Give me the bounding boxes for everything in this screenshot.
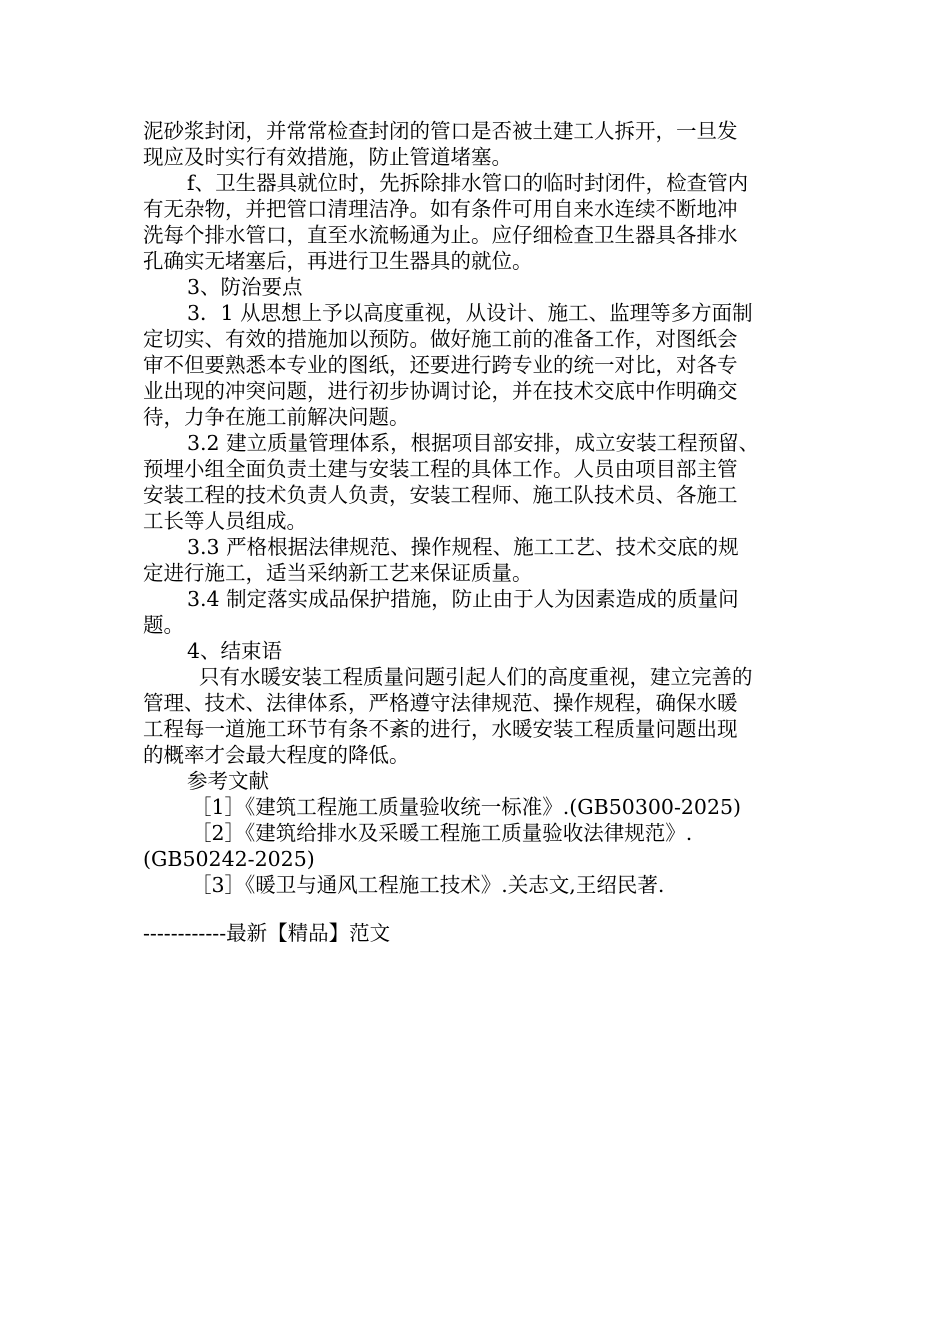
- text-line: 管理、技术、法律体系，严格遵守法律规范、操作规程，确保水暖: [143, 691, 738, 715]
- text-line: 3.3 严格根据法律规范、操作规程、施工工艺、技术交底的规: [187, 535, 739, 559]
- text-line: 的概率才会最大程度的降低。: [143, 743, 410, 767]
- text-line: f、卫生器具就位时，先拆除排水管口的临时封闭件，检查管内: [187, 171, 749, 195]
- reference-item: ［3］《暖卫与通风工程施工技术》.关志文,王绍民著.: [191, 873, 665, 897]
- text-line: 预埋小组全面负责土建与安装工程的具体工作。人员由项目部主管: [143, 457, 738, 481]
- text-line: 只有水暖安装工程质量问题引起人们的高度重视，建立完善的: [199, 665, 753, 689]
- text-line: 泥砂浆封闭，并常常检查封闭的管口是否被土建工人拆开，一旦发: [143, 119, 738, 143]
- text-line: 定进行施工，适当采纳新工艺来保证质量。: [143, 561, 533, 585]
- text-line: 孔确实无堵塞后，再进行卫生器具的就位。: [143, 249, 533, 273]
- text-line: 3．1 从思想上予以高度重视，从设计、施工、监理等多方面制: [187, 301, 753, 325]
- footer-text: ------------最新【精品】范文: [143, 921, 391, 945]
- text-line: 洗每个排水管口，直至水流畅通为止。应仔细检查卫生器具各排水: [143, 223, 738, 247]
- text-line: 3.2 建立质量管理体系，根据项目部安排，成立安装工程预留、: [187, 431, 760, 455]
- references-heading: 参考文献: [187, 769, 269, 793]
- text-line: 安装工程的技术负责人负责，安装工程师、施工队技术员、各施工: [143, 483, 738, 507]
- document-body: [143, 118, 813, 898]
- section-heading: 4、结束语: [187, 639, 283, 663]
- text-line: 业出现的冲突问题，进行初步协调讨论，并在技术交底中作明确交: [143, 379, 738, 403]
- text-line: 工程每一道施工环节有条不紊的进行，水暖安装工程质量问题出现: [143, 717, 738, 741]
- text-line: 有无杂物，并把管口清理洁净。如有条件可用自来水连续不断地冲: [143, 197, 738, 221]
- text-line: 现应及时实行有效措施，防止管道堵塞。: [143, 145, 512, 169]
- reference-item-continuation: (GB50242-2025): [143, 847, 315, 871]
- text-line: 题。: [143, 613, 184, 637]
- reference-item: ［1］《建筑工程施工质量验收统一标准》.(GB50300-2025): [191, 795, 742, 819]
- text-line: 审不但要熟悉本专业的图纸，还要进行跨专业的统一对比，对各专: [143, 353, 738, 377]
- text-line: 3.4 制定落实成品保护措施，防止由于人为因素造成的质量问: [187, 587, 739, 611]
- text-line: 待，力争在施工前解决问题。: [143, 405, 410, 429]
- text-line: 工长等人员组成。: [143, 509, 307, 533]
- section-heading: 3、防治要点: [187, 275, 303, 299]
- reference-item: ［2］《建筑给排水及采暖工程施工质量验收法律规范》.: [191, 821, 693, 845]
- text-line: 定切实、有效的措施加以预防。做好施工前的准备工作，对图纸会: [143, 327, 738, 351]
